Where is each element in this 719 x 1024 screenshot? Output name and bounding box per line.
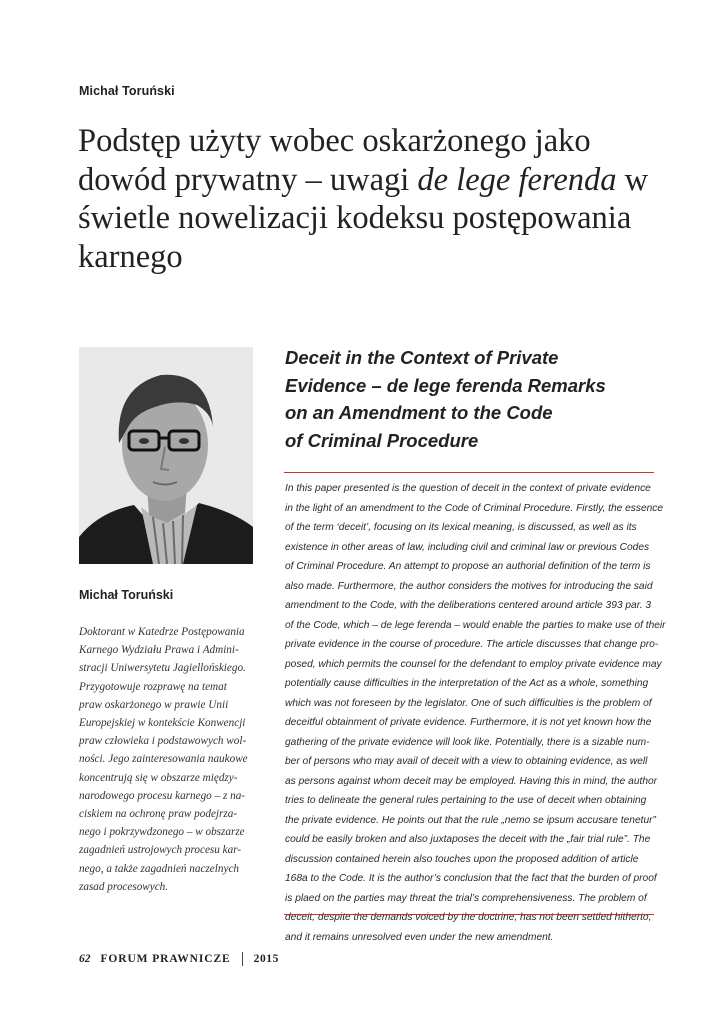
bio-line: nego, a także zagadnień naczelnych <box>79 862 240 875</box>
title-part-2: w świetle nowelizacji kodeksu postępowania karnego <box>78 161 649 275</box>
abstract-bottom-rule <box>284 914 654 915</box>
abstract-line: of the Code, which – de lege ferenda – would enable the parties to make use of their <box>285 619 666 631</box>
page-number: 62 <box>79 953 91 965</box>
abstract-line: which was not foreseen by the legislator. One of such difficulties is the problem of <box>285 697 652 709</box>
english-title-line: of Criminal Procedure <box>285 429 479 451</box>
abstract-line: deceitful obtainment of private evidence. Furthermore, it is not yet known how the <box>285 717 652 728</box>
english-title-line: on an Amendment to the Code <box>285 402 553 423</box>
footer-divider <box>242 952 243 966</box>
abstract-line: of Criminal Procedure. An attempt to propose an authorial definition of the term is <box>285 561 651 572</box>
abstract-line: tries to delineate the general rules pertaining to the use of deceit when obtaining <box>285 795 647 806</box>
abstract-line: discussion contained herein also touches upon the proposed addition of article <box>285 853 639 865</box>
bio-line: Doktorant w Katedrze Postępowania <box>79 626 245 638</box>
bio-line: zasad procesowych. <box>79 880 169 893</box>
bio-line: Przygotowuje rozprawę na temat <box>79 680 227 693</box>
article-title <box>78 122 678 276</box>
bio-line: praw oskarżonego w prawie Unii <box>79 698 229 711</box>
title-part-1: Podstęp użyty wobec oskarżonego jako dowód prywatny – uwagi <box>78 123 591 198</box>
bio-line: stracji Uniwersytetu Jagiellońskiego. <box>79 662 246 675</box>
english-title <box>285 344 665 454</box>
abstract-line: private evidence in the course of procedure. The article discusses that change pro- <box>285 639 659 650</box>
abstract-line: ber of persons who may avail of deceit with a view to obtaining evidence, as well <box>285 756 648 767</box>
abstract-line: of the term ‘deceit’, focusing on its lexical meaning, is discussed, as well as its <box>285 522 637 533</box>
bio-line: Karnego Wydziału Prawa i Admini- <box>79 644 239 657</box>
abstract-line: gathering of the private evidence will look like. Potentially, there is a sizable num- <box>285 736 650 748</box>
bio-line: ności. Jego zainteresowania naukowe <box>79 753 248 766</box>
abstract-line: deceit, despite the demands voiced by the doctrine, has not been settled hitherto, <box>285 912 652 923</box>
author-name: Michał Toruński <box>79 84 175 98</box>
abstract-top-rule <box>284 472 654 473</box>
abstract-line: the private evidence. He points out that the rule „nemo se ipsum accusare tenetur” <box>285 814 656 826</box>
abstract-line: is plaed on the parties may threat the trial’s comprehensiveness. The problem of <box>285 892 647 904</box>
abstract-line: also made. Furthermore, the author considers the motives for introducing the said <box>285 580 653 592</box>
bio-line: ciskiem na ochronę praw podejrza- <box>79 808 238 821</box>
bio-line: zagadnień ustrojowych procesu kar- <box>79 844 242 857</box>
publication-year: 2015 <box>253 953 280 965</box>
abstract-line: existence in other areas of law, including civil and criminal law or previous Codes <box>285 541 650 553</box>
abstract-line: as persons against whom deceit may be employed. Having this in mind, the author <box>285 775 658 787</box>
page-footer <box>79 952 279 966</box>
abstract-line: in the light of an amendment to the Code of Criminal Procedure. Firstly, the essence <box>285 502 664 514</box>
author-bio <box>79 623 259 896</box>
english-title-line: Deceit in the Context of Private <box>285 347 559 368</box>
abstract-line: amendment to the Code, with the deliberations centered around article 393 par. 3 <box>285 600 652 611</box>
english-title-line: Evidence – de lege ferenda Remarks <box>285 374 606 396</box>
abstract-line: potentially cause difficulties in the interpretation of the Act as a whole, something <box>285 678 649 689</box>
abstract-line: In this paper presented is the question of deceit in the context of private evidence <box>285 483 651 494</box>
bio-line: nego i pokrzywdzonego – w obszarze <box>79 826 245 839</box>
abstract-line: could be easily broken and also juxtaposes the deceit with the „fair trial rule”. The <box>285 834 651 845</box>
abstract-line: 168a to the Code. It is the author’s conclusion that the fact that the burden of proof <box>285 873 657 884</box>
bio-line: Europejskiej w kontekście Konwencji <box>79 717 246 730</box>
abstract-line: posed, which permits the counsel for the defendant to employ private evidence may <box>285 658 662 670</box>
bio-line: koncentrują się w obszarze między- <box>79 771 238 784</box>
bio-line: praw człowieka i podstawowych wol- <box>79 735 247 748</box>
author-photo <box>79 347 253 564</box>
abstract <box>285 479 666 947</box>
bio-line: narodowego procesu karnego – z na- <box>79 789 246 802</box>
journal-name: FORUM PRAWNICZE <box>100 953 231 965</box>
title-italic-phrase: de lege ferenda <box>417 161 617 198</box>
author-caption: Michał Toruński <box>79 588 174 602</box>
abstract-line: and it remains unresolved even under the new amendment. <box>285 931 554 943</box>
